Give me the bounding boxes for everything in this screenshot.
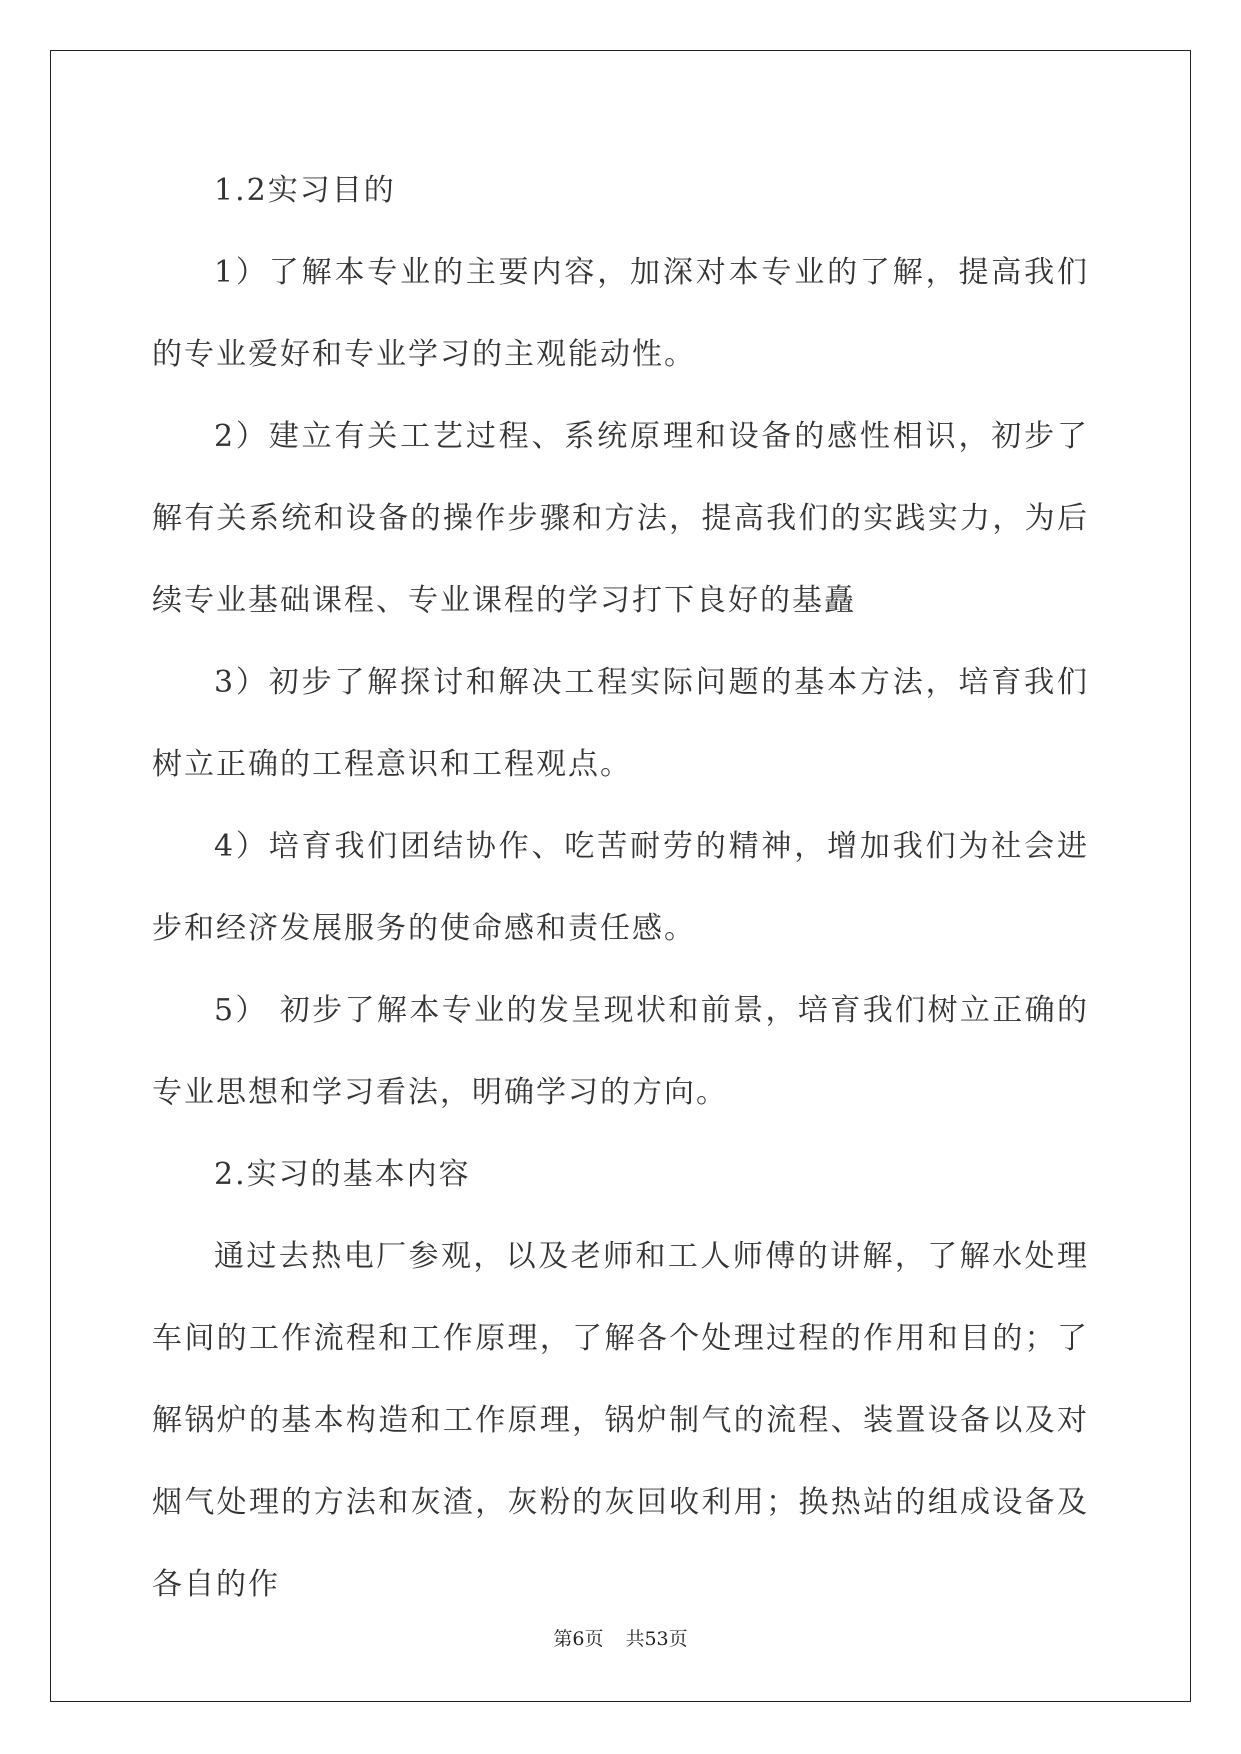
section-heading-2: 2.实习的基本内容 <box>214 1157 471 1192</box>
section-heading-1-2: 1.2实习目的 <box>214 173 396 208</box>
paragraph-content: 通过去热电厂参观，以及老师和工人师傅的讲解，了解水处理车间的工作流程和工作原理，了解各个处理过程的作用和目的；了解锅炉的基本构造和工作原理，锅炉制气的流程、装置设备以及对烟气处理的方法和灰渣，灰粉的灰回收利用；换热站的组成设备及各自的作 <box>152 1239 1089 1602</box>
page-footer <box>0 1624 1241 1651</box>
paragraph-objective-1: 1）了解本专业的主要内容，加深对本专业的了解，提高我们的专业爱好和专业学习的主观能动性。 <box>152 255 1089 372</box>
page-number: 第6页 <box>553 1628 604 1650</box>
document-body <box>152 150 1089 1626</box>
paragraph-objective-5: 5） 初步了解本专业的发呈现状和前景，培育我们树立正确的专业思想和学习看法，明确学习的方向。 <box>152 993 1089 1110</box>
paragraph-objective-3: 3）初步了解探讨和解决工程实际问题的基本方法，培育我们树立正确的工程意识和工程观点。 <box>152 665 1089 782</box>
page-total: 共53页 <box>625 1628 688 1650</box>
paragraph-objective-2: 2）建立有关工艺过程、系统原理和设备的感性相识，初步了解有关系统和设备的操作步骤和方法，提高我们的实践实力，为后续专业基础课程、专业课程的学习打下良好的基矗 <box>152 419 1089 618</box>
paragraph-objective-4: 4）培育我们团结协作、吃苦耐劳的精神，增加我们为社会进步和经济发展服务的使命感和责任感。 <box>152 829 1089 946</box>
